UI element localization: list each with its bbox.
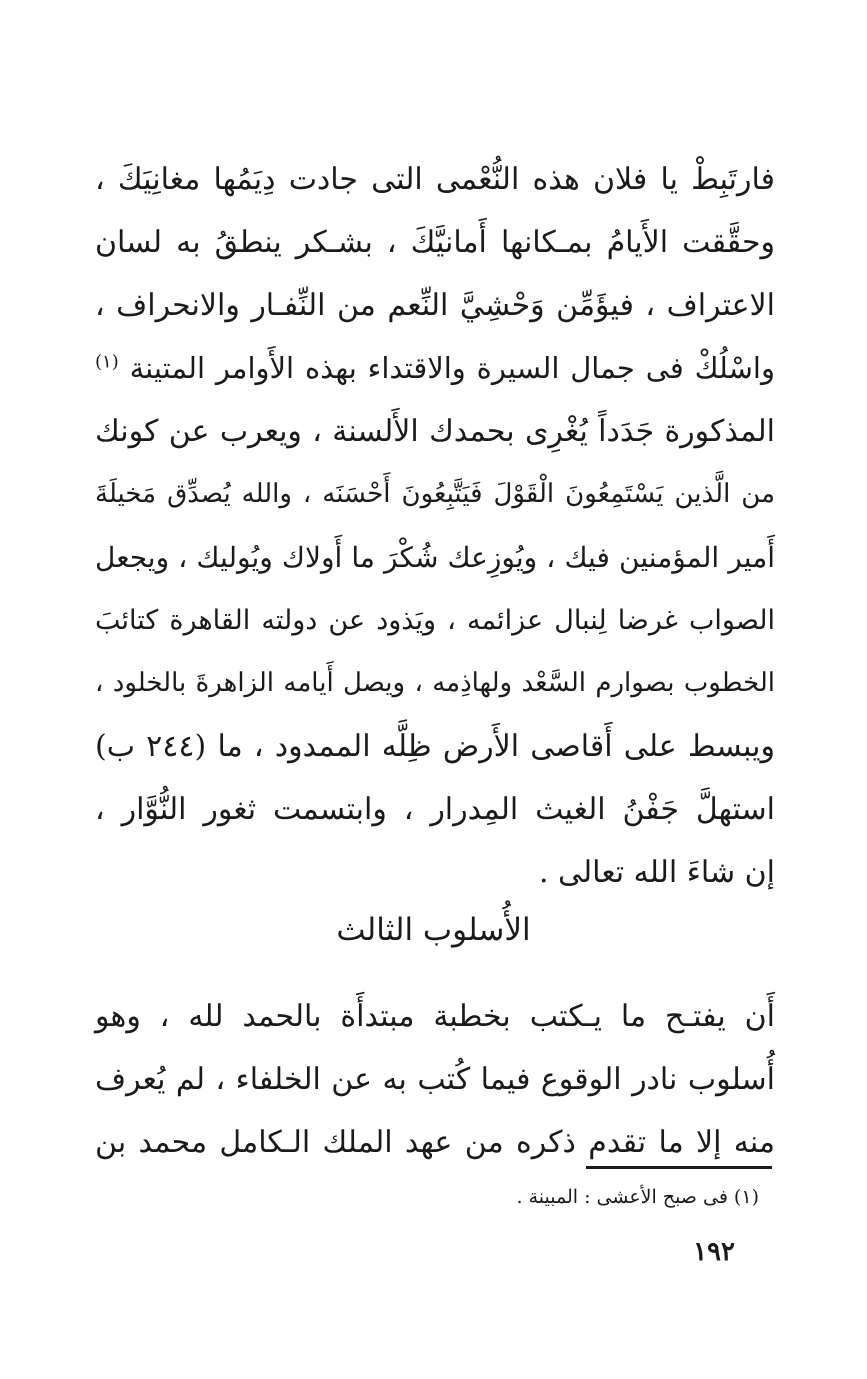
text-line: الصواب غرضا لِنبال عزائمه ، ويَذود عن دولته القاهرة كتائبَ: [95, 605, 775, 636]
text-line: أَمير المؤمنين فيك ، ويُوزِعك شُكْرَ ما أَولاك ويُوليك ، ويجعل: [95, 541, 775, 574]
text-line: إن شاءَ الله تعالى .: [538, 855, 775, 890]
text-line: أُسلوب نادر الوقوع فيما كُتب به عن الخلفاء ، لم يُعرف: [95, 1062, 775, 1097]
footnote-marker: (١): [95, 351, 119, 373]
text-line: من الَّذين يَسْتَمِعُونَ الْقَوْلَ فَيَتَّبِعُونَ أَحْسَنَه ، والله يُصدِّق مَخيلَةَ: [95, 479, 775, 509]
text-line-with-footnote: [95, 337, 775, 400]
footnote-rule: [586, 1166, 772, 1169]
section-heading: الأُسلوب الثالث: [336, 912, 531, 948]
text-line: استهلَّ جَفْنُ الغيث المِدرار ، وابتسمت ثغور النُّوَّار ،: [95, 792, 775, 827]
text-line-content: واسْلُكْ فى جمال السيرة والاقتداء بهذه الأَوامر المتينة: [118, 351, 775, 385]
text-line: وحقَّقت الأَيامُ بمـكانها أَمانيَّكَ ، بشـكر ينطقُ به لسان: [95, 225, 775, 260]
text-line: الاعتراف ، فيؤَمِّن وَحْشِيَّ النِّعم من النِّفـار والانحراف ،: [95, 288, 775, 323]
text-line: فارتَبِطْ يا فلان هذه النُّعْمى التى جادت دِيَمُها مغانِيَكَ ،: [95, 162, 775, 197]
paragraph-2: [95, 985, 775, 1174]
paragraph-1: [95, 148, 775, 904]
text-line: أَن يفتـح ما يـكتب بخطبة مبتدأَة بالحمد لله ، وهو: [95, 999, 775, 1034]
text-line: المذكورة جَدَداً يُغْرِى بحمدك الأَلسنة ، ويعرب عن كونك: [95, 414, 775, 449]
text-line: منه إلا ما تقدم ذكره من عهد الملك الـكامل محمد بن: [95, 1125, 775, 1160]
page-number: ١٩٢: [693, 1237, 735, 1267]
text-line: ويبسط على أَقاصى الأَرض ظِلَّه الممدود ، ما (٢٤٤ ب): [95, 729, 775, 764]
text-line: الخطوب بصوارم السَّعْد ولهاذِمه ، ويصل أَيامه الزاهرةَ بالخلود ،: [95, 668, 775, 698]
footnote: (١) فى صبح الأعشى : المبينة .: [516, 1186, 759, 1208]
